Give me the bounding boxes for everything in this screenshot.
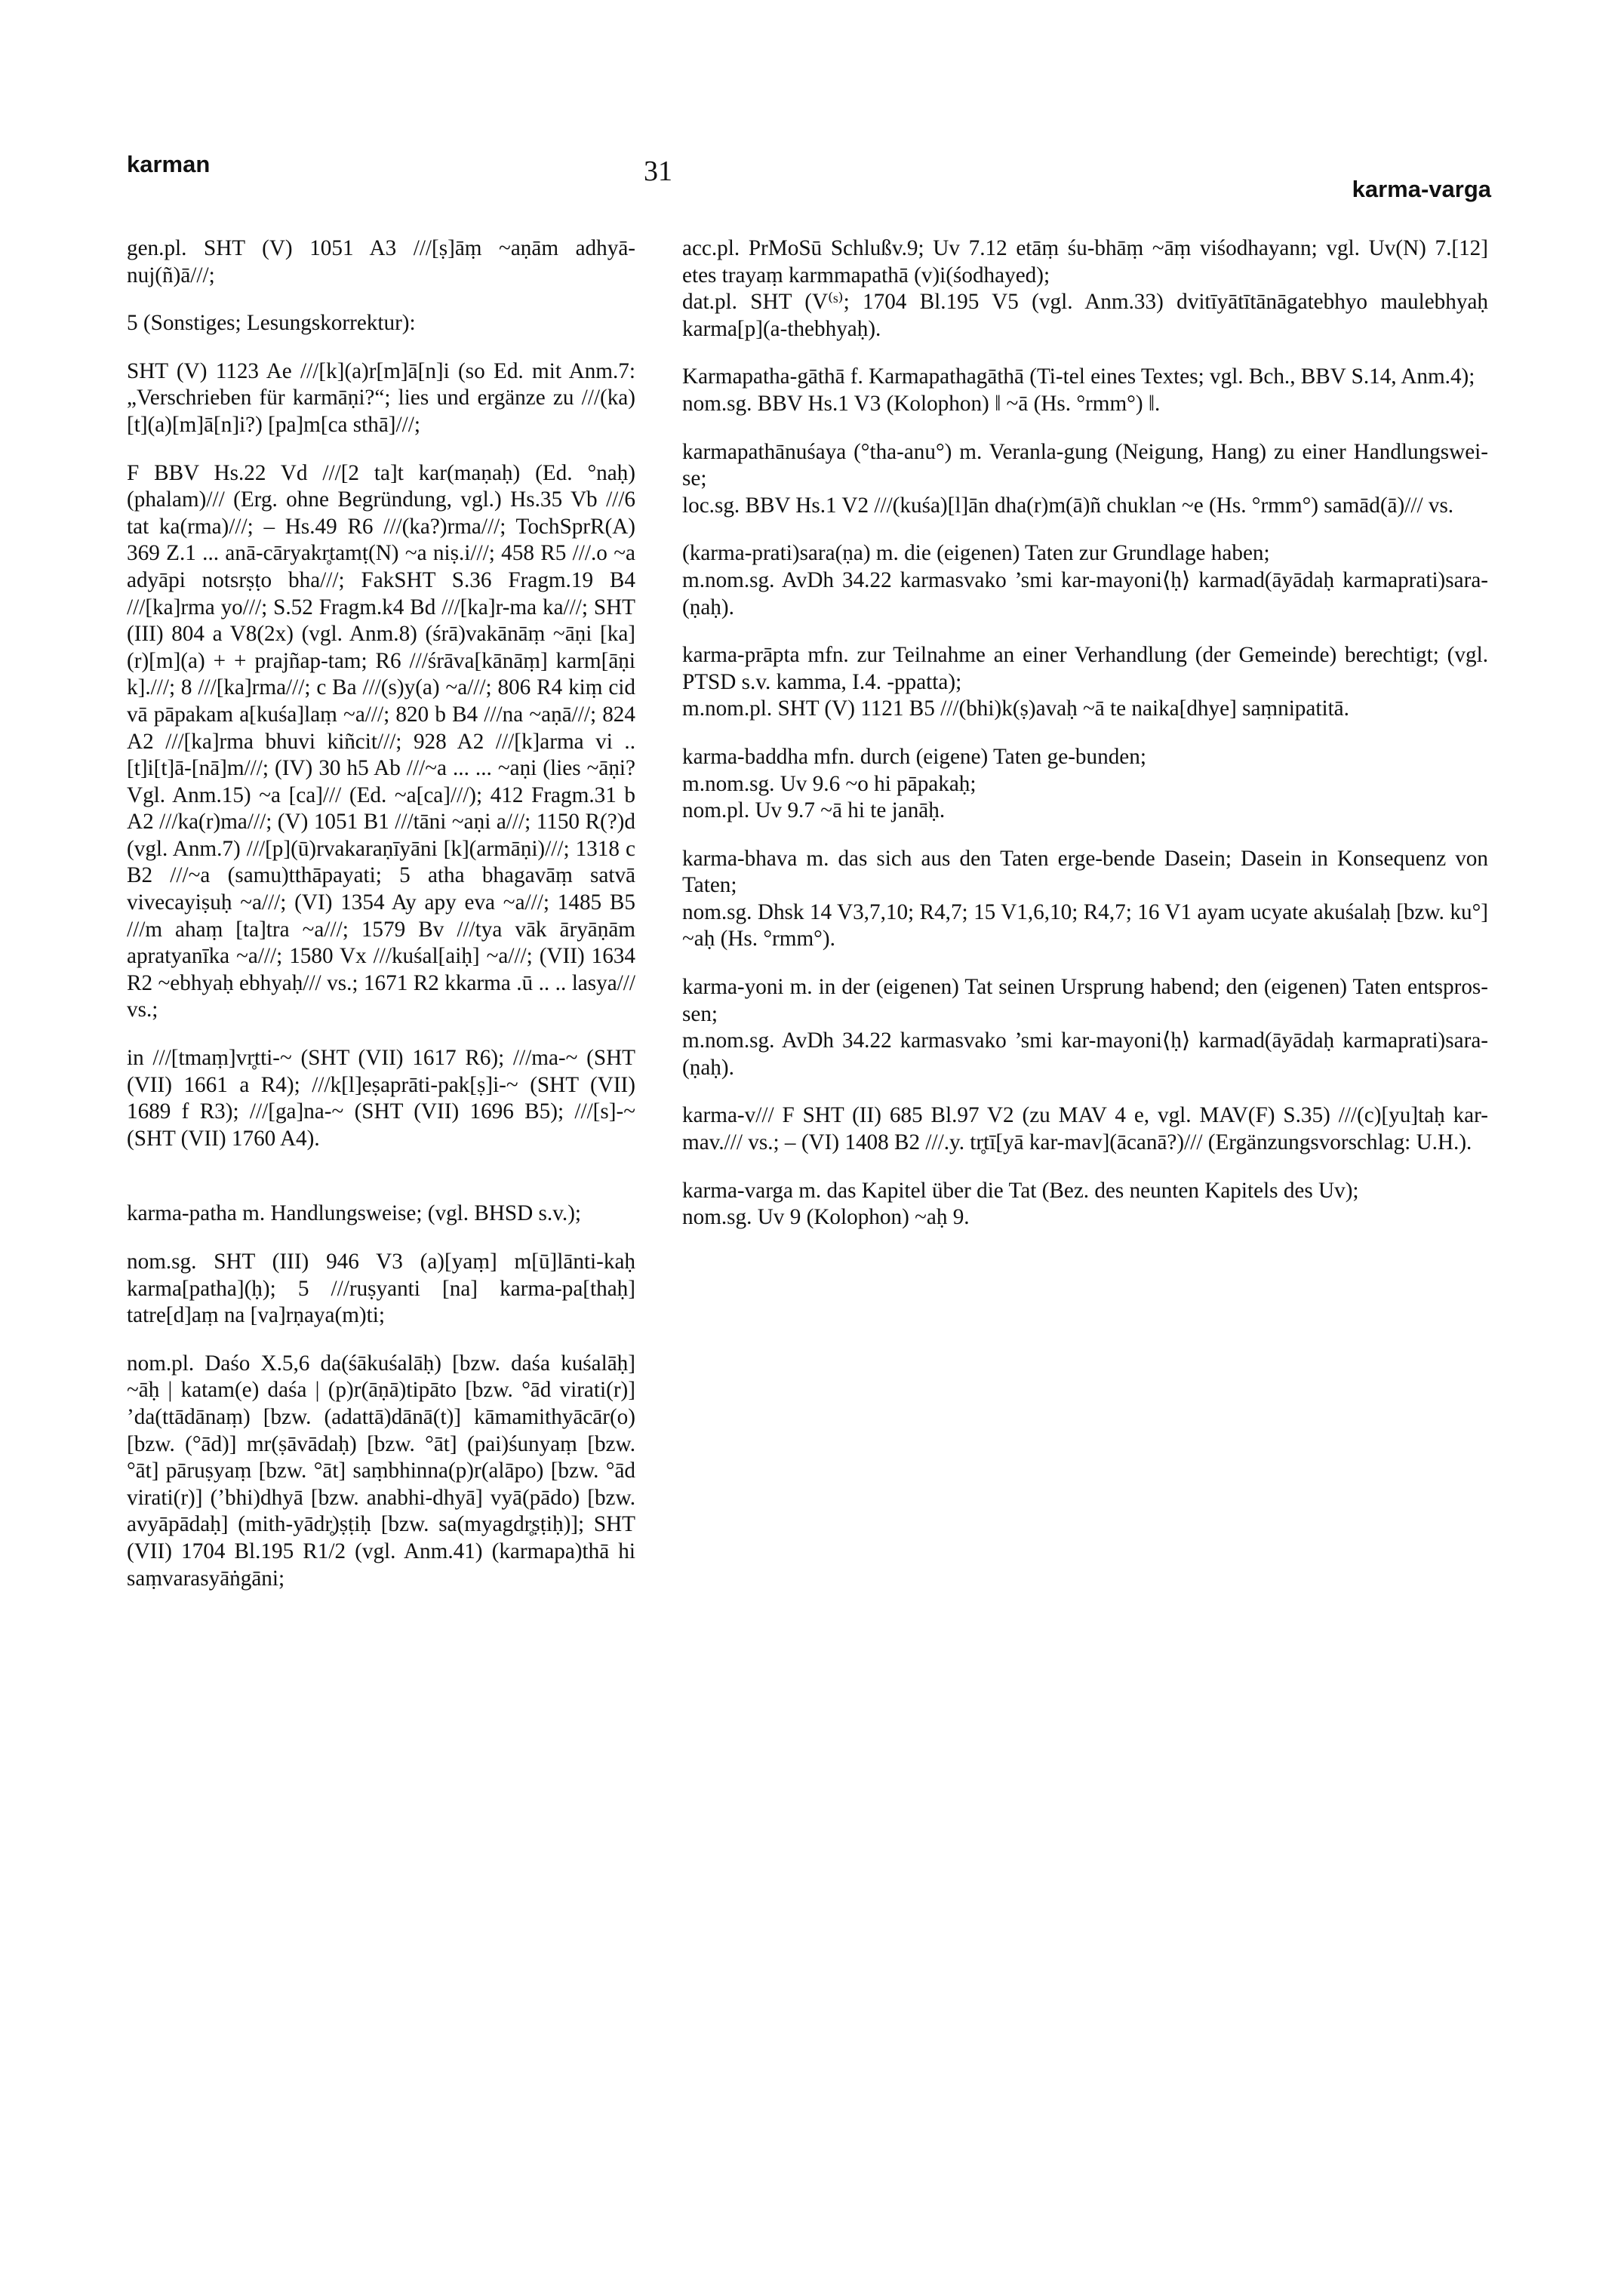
right-column	[682, 235, 1488, 1253]
entry-headword: karma-baddha mfn. durch (eigene) Taten ge-bunden;	[682, 744, 1146, 769]
left-column	[127, 235, 635, 1613]
entry-paragraph: nom.sg. Uv 9 (Kolophon) ~aḥ 9.	[682, 1205, 970, 1230]
entry-paragraph: loc.sg. BBV Hs.1 V2 ///(kuśa)[l]ān dha(r)m(ā)ñ chuklan ~e (Hs. °rmm°) samād(ā)/// vs.	[682, 493, 1454, 518]
entry-headword: karma-prāpta mfn. zur Teilnahme an einer Verhandlung (der Gemeinde) berechtigt; (vgl. PTSD s.v. kamma, I.4. -ppatta);	[682, 643, 1488, 694]
page-number: 31	[644, 155, 672, 187]
running-header-right: karma-varga	[1352, 176, 1491, 202]
entry-paragraph: nom.sg. BBV Hs.1 V3 (Kolophon) ‖ ~ā (Hs. °rmm°) ‖.	[682, 391, 1161, 416]
entry-paragraph: nom.sg. Dhsk 14 V3,7,10; R4,7; 15 V1,6,10; R4,7; 16 V1 ayam ucyate akuśalaḥ [bzw. ku°] ~aḥ (Hs. °rmm°).	[682, 899, 1488, 952]
entry-paragraph: gen.pl. SHT (V) 1051 A3 ///[ṣ]āṃ ~aṇām adhyā-nuj(ñ)ā///;	[127, 236, 635, 287]
entry-paragraph: acc.pl. PrMoSū Schlußv.9; Uv 7.12 etāṃ śu-bhāṃ ~āṃ viśodhayann; vgl. Uv(N) 7.[12] etes trayaṃ karmmapathā (v)i(śodhayed);	[682, 236, 1488, 287]
entry-headword: karma-patha m. Handlungsweise; (vgl. BHSD s.v.);	[127, 1201, 582, 1226]
entry-paragraph: F BBV Hs.22 Vd ///[2 ta]t kar(maṇaḥ) (Ed. °naḥ) (phalam)/// (Erg. ohne Begründung, vgl.) Hs.35 Vb ///6 tat ka(rma)///; – Hs.49 R6 ///(ka?)rma///; TochSprR(A) 369 Z.1 ... anā-cāryakr̥tamṭ(N) ~a niṣ.i///; 458 R5 ///.o ~a adyāpi notsrṣṭo bha///; FakSHT S.36 Fragm.19 B4 ///[ka]rma yo///; S.52 Fragm.k4 Bd ///[ka]r-ma ka///; SHT (III) 804 a V8(2x) (vgl. Anm.8) (śrā)vakānāṃ ~āṇi [ka](r)[m](a) + + prajñap-tam; R6 ///śrāva[kānāṃ] karm[āṇi k].///; 8 ///[ka]rma///; c Ba ///(s)y(a) ~a///; 806 R4 kiṃ cid vā pāpakam a[kuśa]laṃ ~a///; 820 b B4 ///na ~aṇā///; 824 A2 ///[ka]rma bhuvi kiñcit///; 928 A2 ///[k]arma vi .. [t]i[t]ā-[nā]m///; (IV) 30 h5 Ab ///~a ... ... ~aṇi (lies ~āṇi? Vgl. Anm.15) ~a [ca]/// (Ed. ~a[ca]///); 412 Fragm.31 b A2 ///ka(r)ma///; (V) 1051 B1 ///tāni ~aṇi a///; 1150 R(?)d (vgl. Anm.7) ///[p](ū)rvakaraṇīyāni [k](armāṇi)///; 1318 c B2 ///~a (samu)tthāpayati; 5 atha bhagavāṃ satvā vivecayiṣuḥ ~a///; (VI) 1354 Ay apy eva ~a///; 1485 B5 ///m ahaṃ [ta]tra ~a///; 1579 Bv ///tya vāk āryāṇām apratyanīka ~a///; 1580 Vx ///kuśal[aiḥ] ~a///; (VII) 1634 R2 ~ebhyaḥ ebhyaḥ/// vs.; 1671 R2 kkarma .ū .. .. lasya/// vs.;	[127, 460, 635, 1022]
entry-headword: karma-yoni m. in der (eigenen) Tat seinen Ursprung habend; den (eigenen) Taten entspros-sen;	[682, 975, 1488, 1026]
entry-paragraph: m.nom.sg. Uv 9.6 ~o hi pāpakaḥ;	[682, 771, 977, 796]
entry-headword: karma-varga m. das Kapitel über die Tat (Bez. des neunten Kapitels des Uv);	[682, 1178, 1359, 1203]
entry-paragraph: m.nom.pl. SHT (V) 1121 B5 ///(bhi)k(ṣ)avaḥ ~ā te naika[dhye] saṃnipatitā.	[682, 696, 1349, 721]
entry-headword: Karmapatha-gāthā f. Karmapathagāthā (Ti-tel eines Textes; vgl. Bch., BBV S.14, Anm.4);	[682, 364, 1475, 389]
entry-headword: karma-bhava m. das sich aus den Taten erge-bende Dasein; Dasein in Konsequenz von Taten;	[682, 846, 1488, 898]
running-header-left: karman	[127, 151, 211, 177]
entry-paragraph: m.nom.sg. AvDh 34.22 karmasvako ’smi kar-mayoni⟨ḥ⟩ karmad(āyādaḥ karmaprati)sara-(ṇaḥ).	[682, 567, 1488, 619]
entry-headword: karmapathānuśaya (°tha-anu°) m. Veranla-gung (Neigung, Hang) zu einer Handlungswei-se;	[682, 439, 1488, 491]
entry-paragraph: dat.pl. SHT (V⁽ˢ⁾; 1704 Bl.195 V5 (vgl. Anm.33) dvitīyātītānāgatebhyo maulebhyaḥ karma[p](a-thebhyaḥ).	[682, 290, 1488, 341]
entry-headword: (karma-prati)sara(ṇa) m. die (eigenen) Taten zur Grundlage haben;	[682, 541, 1270, 566]
entry-paragraph: m.nom.sg. AvDh 34.22 karmasvako ’smi kar-mayoni⟨ḥ⟩ karmad(āyādaḥ karmaprati)sara-(ṇaḥ).	[682, 1028, 1488, 1080]
entry-paragraph: in ///[tmaṃ]vr̥tti-~ (SHT (VII) 1617 R6); ///ma-~ (SHT (VII) 1661 a R4); ///k[l]eṣaprāti-pak[ṣ]i-~ (SHT (VII) 1689 f R3); ///[ga]na-~ (SHT (VII) 1696 B5); ///[s]-~ (SHT (VII) 1760 A4).	[127, 1046, 635, 1151]
entry-headword: karma-v/// F SHT (II) 685 Bl.97 V2 (zu MAV 4 e, vgl. MAV(F) S.35) ///(c)[yu]taḥ kar-mav./// vs.; – (VI) 1408 B2 ///.y. tr̥tī[yā kar-mav](ācanā?)/// (Ergänzungsvorschlag: U.H.).	[682, 1103, 1488, 1155]
entry-paragraph: 5 (Sonstiges; Lesungskorrektur):	[127, 311, 416, 336]
entry-paragraph: SHT (V) 1123 Ae ///[k](a)r[m]ā[n]i (so Ed. mit Anm.7: „Verschrieben für karmāṇi?“; lies und ergänze zu ///(ka)[t](a)[m]ā[n]i?) [pa]m[ca sthā]///;	[127, 358, 635, 437]
entry-paragraph: nom.sg. SHT (III) 946 V3 (a)[yaṃ] m[ū]lānti-kaḥ karma[patha](ḥ); 5 ///ruṣyanti [na] karma-pa[thaḥ] tatre[d]aṃ na [va]rṇaya(m)ti;	[127, 1250, 635, 1328]
entry-paragraph: nom.pl. Uv 9.7 ~ā hi te janāḥ.	[682, 798, 946, 823]
entry-paragraph: nom.pl. Daśo X.5,6 da(śākuśalāḥ) [bzw. daśa kuśalāḥ] ~āḥ | katam(e) daśa | (p)r(āṇā)tipāto [bzw. °ād virati(r)] ’da(ttādānaṃ) [bzw. (adattā)dānā(t)] kāmamithyācār(o) [bzw. (°ād)] mr(ṣāvādaḥ) [bzw. °āt] (pai)śunyaṃ [bzw. °āt] pāruṣyaṃ [bzw. °āt] saṃbhinna(p)r(alāpo) [bzw. °ād virati(r)] (’bhi)dhyā [bzw. anabhi-dhyā] vyā(pādo) [bzw. avyāpādaḥ] (mith-yādr̥)ṣṭiḥ [bzw. sa(myagdr̥ṣṭiḥ)]; SHT (VII) 1704 Bl.195 R1/2 (vgl. Anm.41) (karmapa)thā hi saṃvarasyāṅgāni;	[127, 1351, 635, 1591]
